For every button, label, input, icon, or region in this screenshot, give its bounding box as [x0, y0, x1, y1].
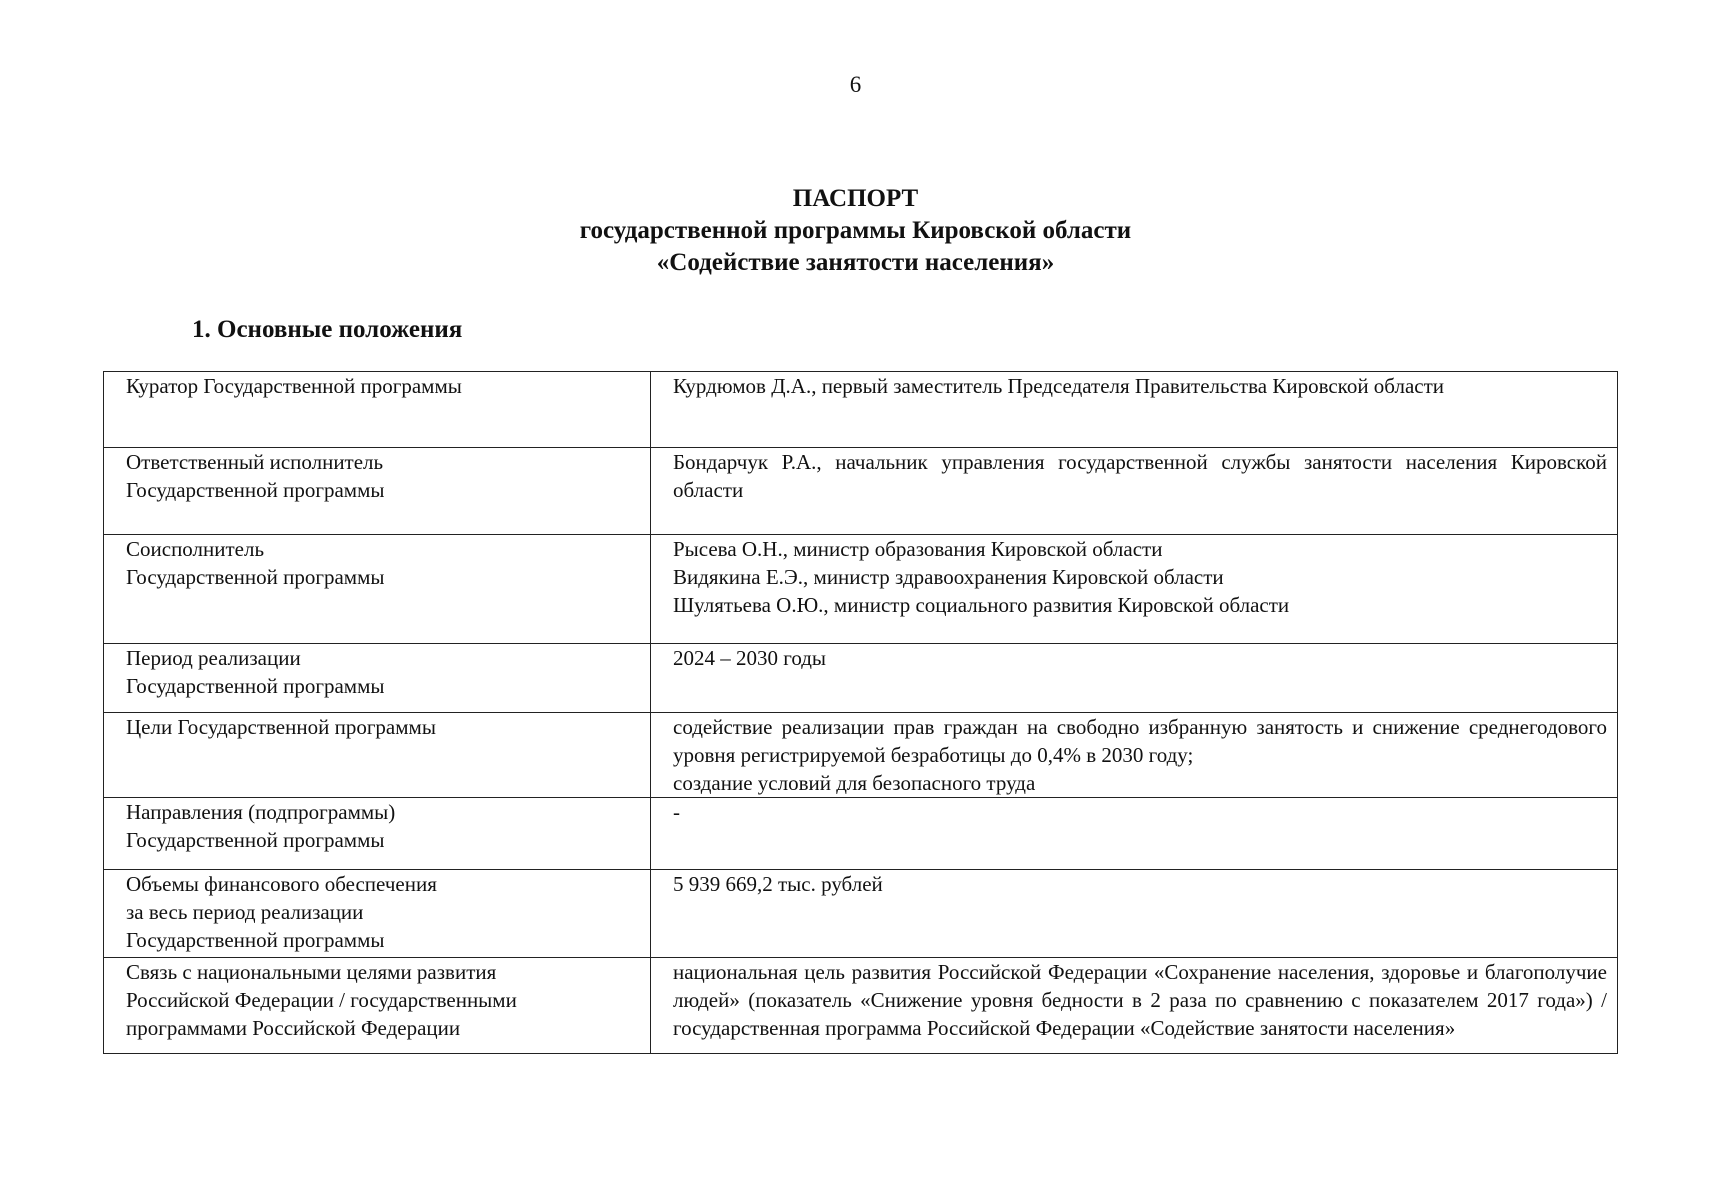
document-title	[0, 183, 1711, 279]
row-label	[104, 535, 651, 644]
row-label	[104, 372, 651, 448]
row-label	[104, 870, 651, 958]
label-line: Куратор Государственной программы	[126, 374, 462, 398]
section-heading: 1. Основные положения	[192, 316, 463, 343]
label-line: за весь период реализации	[126, 900, 364, 924]
label-line: программами Российской Федерации	[126, 1016, 461, 1040]
row-value	[651, 448, 1618, 535]
value-line: 5 939 669,2 тыс. рублей	[673, 872, 883, 896]
row-value	[651, 372, 1618, 448]
value-line: Рысева О.Н., министр образования Кировской области	[673, 537, 1163, 561]
value-line: Шулятьева О.Ю., министр социального развития Кировской области	[673, 593, 1290, 617]
row-value	[651, 958, 1618, 1054]
row-value	[651, 713, 1618, 798]
label-line: Государственной программы	[126, 928, 385, 952]
label-line: Государственной программы	[126, 565, 385, 589]
table-row	[104, 958, 1618, 1054]
label-line: Соисполнитель	[126, 537, 265, 561]
table-row	[104, 644, 1618, 713]
row-value	[651, 870, 1618, 958]
passport-table	[103, 371, 1618, 1054]
label-line: Государственной программы	[126, 674, 385, 698]
value-line: -	[673, 800, 680, 824]
table-row	[104, 713, 1618, 798]
value-line: Бондарчук Р.А., начальник управления государственной службы занятости населения Кировской области	[673, 450, 1607, 502]
row-value	[651, 644, 1618, 713]
row-label	[104, 713, 651, 798]
table-row	[104, 870, 1618, 958]
table-row	[104, 535, 1618, 644]
label-line: Ответственный исполнитель	[126, 450, 384, 474]
label-line: Государственной программы	[126, 828, 385, 852]
label-line: Направления (подпрограммы)	[126, 800, 396, 824]
value-line: 2024 – 2030 годы	[673, 646, 827, 670]
value-line: содействие реализации прав граждан на свободно избранную занятость и снижение среднегодового уровня регистрируемой безработицы до 0,4% в 2030 году;	[673, 715, 1607, 767]
row-label	[104, 448, 651, 535]
label-line: Объемы финансового обеспечения	[126, 872, 437, 896]
value-line: создание условий для безопасного труда	[673, 771, 1036, 795]
label-line: Цели Государственной программы	[126, 715, 436, 739]
value-line: Видякина Е.Э., министр здравоохранения Кировской области	[673, 565, 1224, 589]
label-line: Период реализации	[126, 646, 301, 670]
title-line-2: государственной программы Кировской области	[579, 217, 1132, 244]
page-number: 6	[849, 72, 862, 97]
table-row	[104, 798, 1618, 870]
label-line: Государственной программы	[126, 478, 385, 502]
title-line-1: ПАСПОРТ	[792, 185, 919, 212]
value-line: национальная цель развития Российской Федерации «Сохранение населения, здоровье и благополучие людей» (показатель «Снижение уровня бедности в 2 раза по сравнению с показателем 2017 года») / государственная программа Российской Федерации «Содействие занятости населения»	[673, 960, 1607, 1040]
row-value	[651, 535, 1618, 644]
title-line-3: «Содействие занятости населения»	[656, 249, 1055, 276]
value-line: Курдюмов Д.А., первый заместитель Председателя Правительства Кировской области	[673, 374, 1445, 398]
row-value	[651, 798, 1618, 870]
table-row	[104, 448, 1618, 535]
row-label	[104, 958, 651, 1054]
row-label	[104, 644, 651, 713]
table-row	[104, 372, 1618, 448]
label-line: Связь с национальными целями развития	[126, 960, 497, 984]
label-line: Российской Федерации / государственными	[126, 988, 517, 1012]
row-label	[104, 798, 651, 870]
